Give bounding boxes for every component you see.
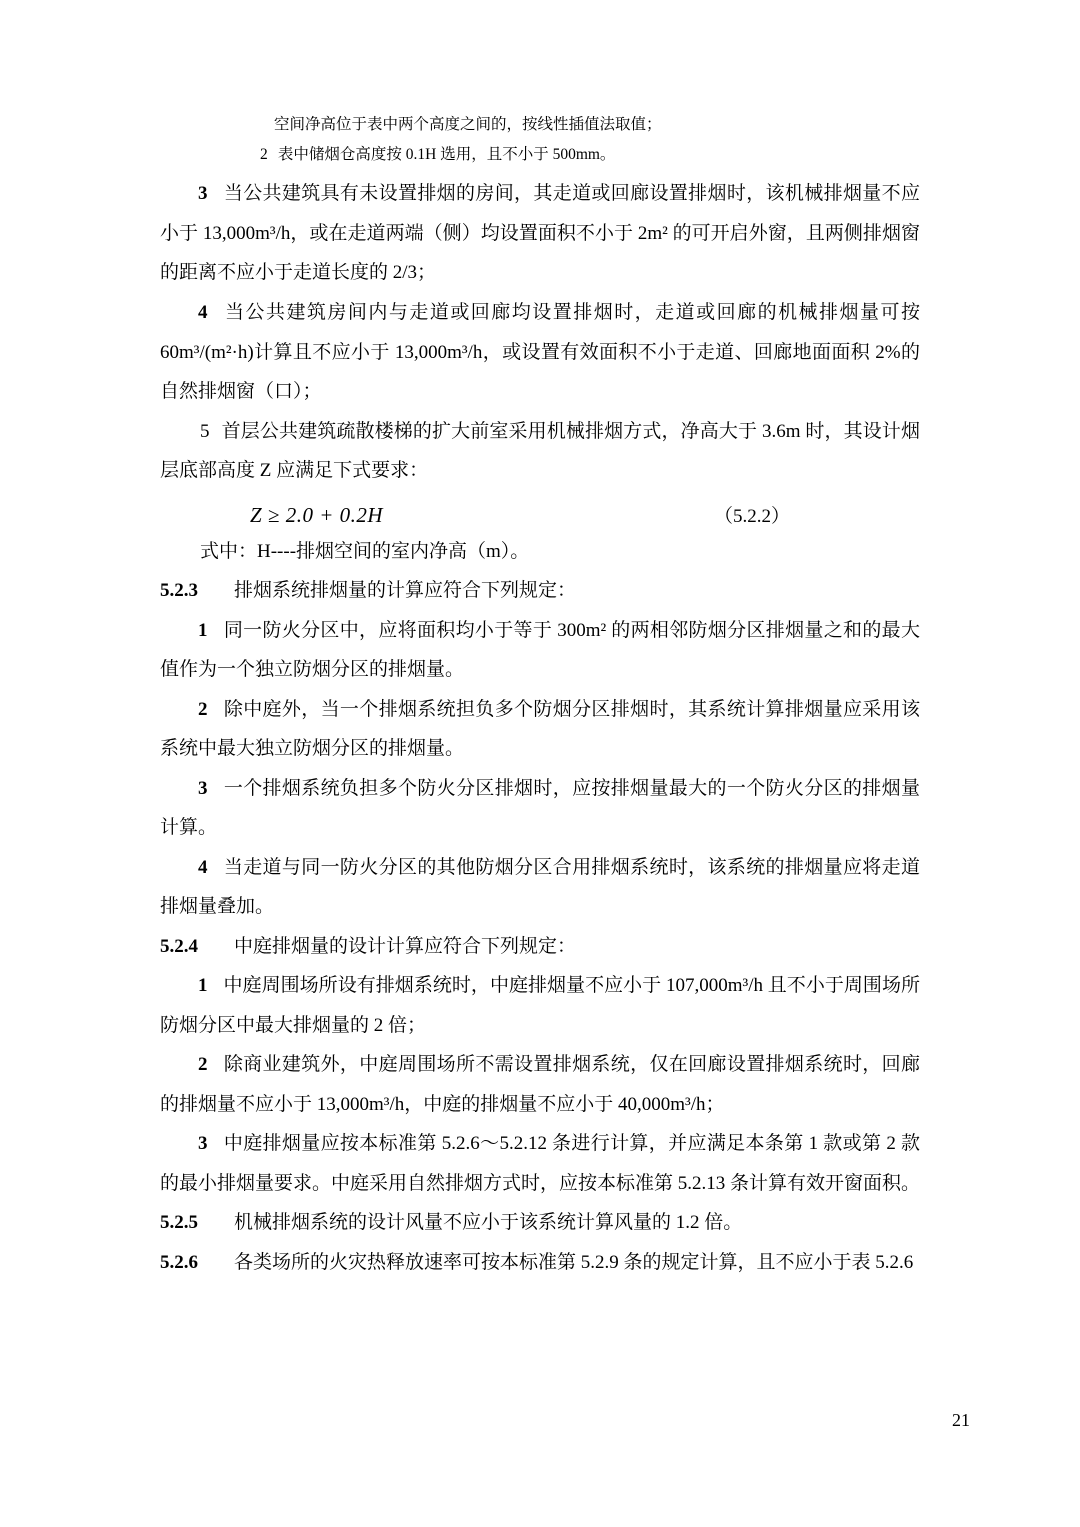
clause-5-2-3-item-4-text: 当走道与同一防火分区的其他防烟分区合用排烟系统时，该系统的排烟量应将走道排烟量叠加。 xyxy=(160,856,920,918)
clause-5-2-3-item-3-number: 3 xyxy=(198,777,208,799)
clause-5-2-4-item-1-text: 中庭周围场所设有排烟系统时，中庭排烟量不应小于 107,000m³/h 且不小于周围场所防烟分区中最大排烟量的 2 倍； xyxy=(160,975,920,1036)
list-item-5-number: 5 xyxy=(200,420,210,442)
clause-5-2-5-text: 机械排烟系统的设计风量不应小于该系统计算风量的 1.2 倍。 xyxy=(234,1212,743,1234)
table-note-2-text: 表中储烟仓高度按 0.1H 选用，且不小于 500mm。 xyxy=(277,146,616,164)
page-number: 21 xyxy=(952,1410,970,1430)
table-note-1-text: 空间净高位于表中两个高度之间的，按线性插值法取值； xyxy=(274,116,662,133)
clause-5-2-3-title: 排烟系统排烟量的计算应符合下列规定： xyxy=(234,580,577,602)
clause-5-2-5-number: 5.2.5 xyxy=(160,1212,198,1234)
clause-5-2-3-item-4 xyxy=(160,848,920,927)
list-item-4-number: 4 xyxy=(198,301,208,323)
clause-5-2-4-item-1 xyxy=(160,966,920,1045)
table-note-2-number: 2 xyxy=(260,146,268,164)
clause-5-2-3-item-3-text: 一个排烟系统负担多个防火分区排烟时，应按排烟量最大的一个防火分区的排烟量计算。 xyxy=(160,777,920,839)
clause-5-2-3-item-1-text: 同一防火分区中，应将面积均小于等于 300m² 的两相邻防烟分区排烟量之和的最大值作为一个独立防烟分区的排烟量。 xyxy=(160,619,920,681)
clause-5-2-5 xyxy=(160,1203,920,1243)
clause-5-2-3-item-2-text: 除中庭外，当一个排烟系统担负多个防烟分区排烟时，其系统计算排烟量应采用该系统中最大独立防烟分区的排烟量。 xyxy=(160,698,920,760)
clause-5-2-3-item-1-number: 1 xyxy=(198,619,208,641)
clause-5-2-3-number: 5.2.3 xyxy=(160,580,198,602)
clause-5-2-6 xyxy=(160,1243,920,1283)
clause-5-2-3-item-1 xyxy=(160,611,920,690)
clause-5-2-4-item-2-number: 2 xyxy=(198,1054,208,1076)
formula-number: （5.2.2） xyxy=(713,505,790,527)
table-note-1 xyxy=(260,110,920,140)
clause-5-2-4-item-2 xyxy=(160,1045,920,1124)
list-item-5-text: 首层公共建筑疏散楼梯的扩大前室采用机械排烟方式，净高大于 3.6m 时，其设计烟层底部高度 Z 应满足下式要求： xyxy=(160,420,920,482)
table-notes xyxy=(260,110,920,170)
clause-5-2-3-item-4-number: 4 xyxy=(198,856,208,878)
clause-5-2-3-item-2-number: 2 xyxy=(198,698,208,720)
clause-5-2-4-item-1-number: 1 xyxy=(198,975,208,997)
clause-5-2-3-heading xyxy=(160,571,920,611)
clause-5-2-6-text: 各类场所的火灾热释放速率可按本标准第 5.2.9 条的规定计算，且不应小于表 5.2.6 xyxy=(234,1251,914,1273)
clause-5-2-4-title: 中庭排烟量的设计计算应符合下列规定： xyxy=(234,935,577,957)
formula-where-line: 式中：H----排烟空间的室内净高（m）。 xyxy=(200,540,530,562)
list-item-3-number: 3 xyxy=(198,183,208,205)
clause-5-2-3-item-3 xyxy=(160,769,920,848)
clause-5-2-4-item-2-text: 除商业建筑外，中庭周围场所不需设置排烟系统，仅在回廊设置排烟系统时，回廊的排烟量不应小于 13,000m³/h，中庭的排烟量不应小于 40,000m³/h； xyxy=(160,1054,920,1115)
table-note-2 xyxy=(260,140,920,170)
list-item-4-smoke-exhaust xyxy=(160,293,920,412)
list-item-5-smoke-exhaust xyxy=(160,412,920,491)
formula-expression: Z ≥ 2.0 + 0.2H xyxy=(250,502,384,527)
clause-5-2-3-item-2 xyxy=(160,690,920,769)
formula-row-5-2-2 xyxy=(160,501,920,528)
clause-5-2-4-item-3-number: 3 xyxy=(198,1133,208,1155)
list-item-4-text: 当公共建筑房间内与走道或回廊均设置排烟时，走道或回廊的机械排烟量可按 60m³/(m²·h)计算且不应小于 13,000m³/h，或设置有效面积不小于走道、回廊地面面积 2%的自然排烟窗（口）； xyxy=(160,301,920,403)
clause-5-2-4-item-3 xyxy=(160,1124,920,1203)
list-item-3-smoke-exhaust xyxy=(160,174,920,293)
clause-5-2-4-heading xyxy=(160,927,920,967)
clause-5-2-4-number: 5.2.4 xyxy=(160,935,198,957)
clause-5-2-4-item-3-text: 中庭排烟量应按本标准第 5.2.6～5.2.12 条进行计算，并应满足本条第 1 款或第 2 款的最小排烟量要求。中庭采用自然排烟方式时，应按本标准第 5.2.13 条计算有效开窗面积。 xyxy=(160,1133,921,1194)
clause-5-2-6-number: 5.2.6 xyxy=(160,1251,198,1273)
list-item-3-text: 当公共建筑具有未设置排烟的房间，其走道或回廊设置排烟时，该机械排烟量不应小于 13,000m³/h，或在走道两端（侧）均设置面积不小于 2m² 的可开启外窗，且两侧排烟窗的距离不应小于走道长度的 2/3； xyxy=(160,183,920,284)
